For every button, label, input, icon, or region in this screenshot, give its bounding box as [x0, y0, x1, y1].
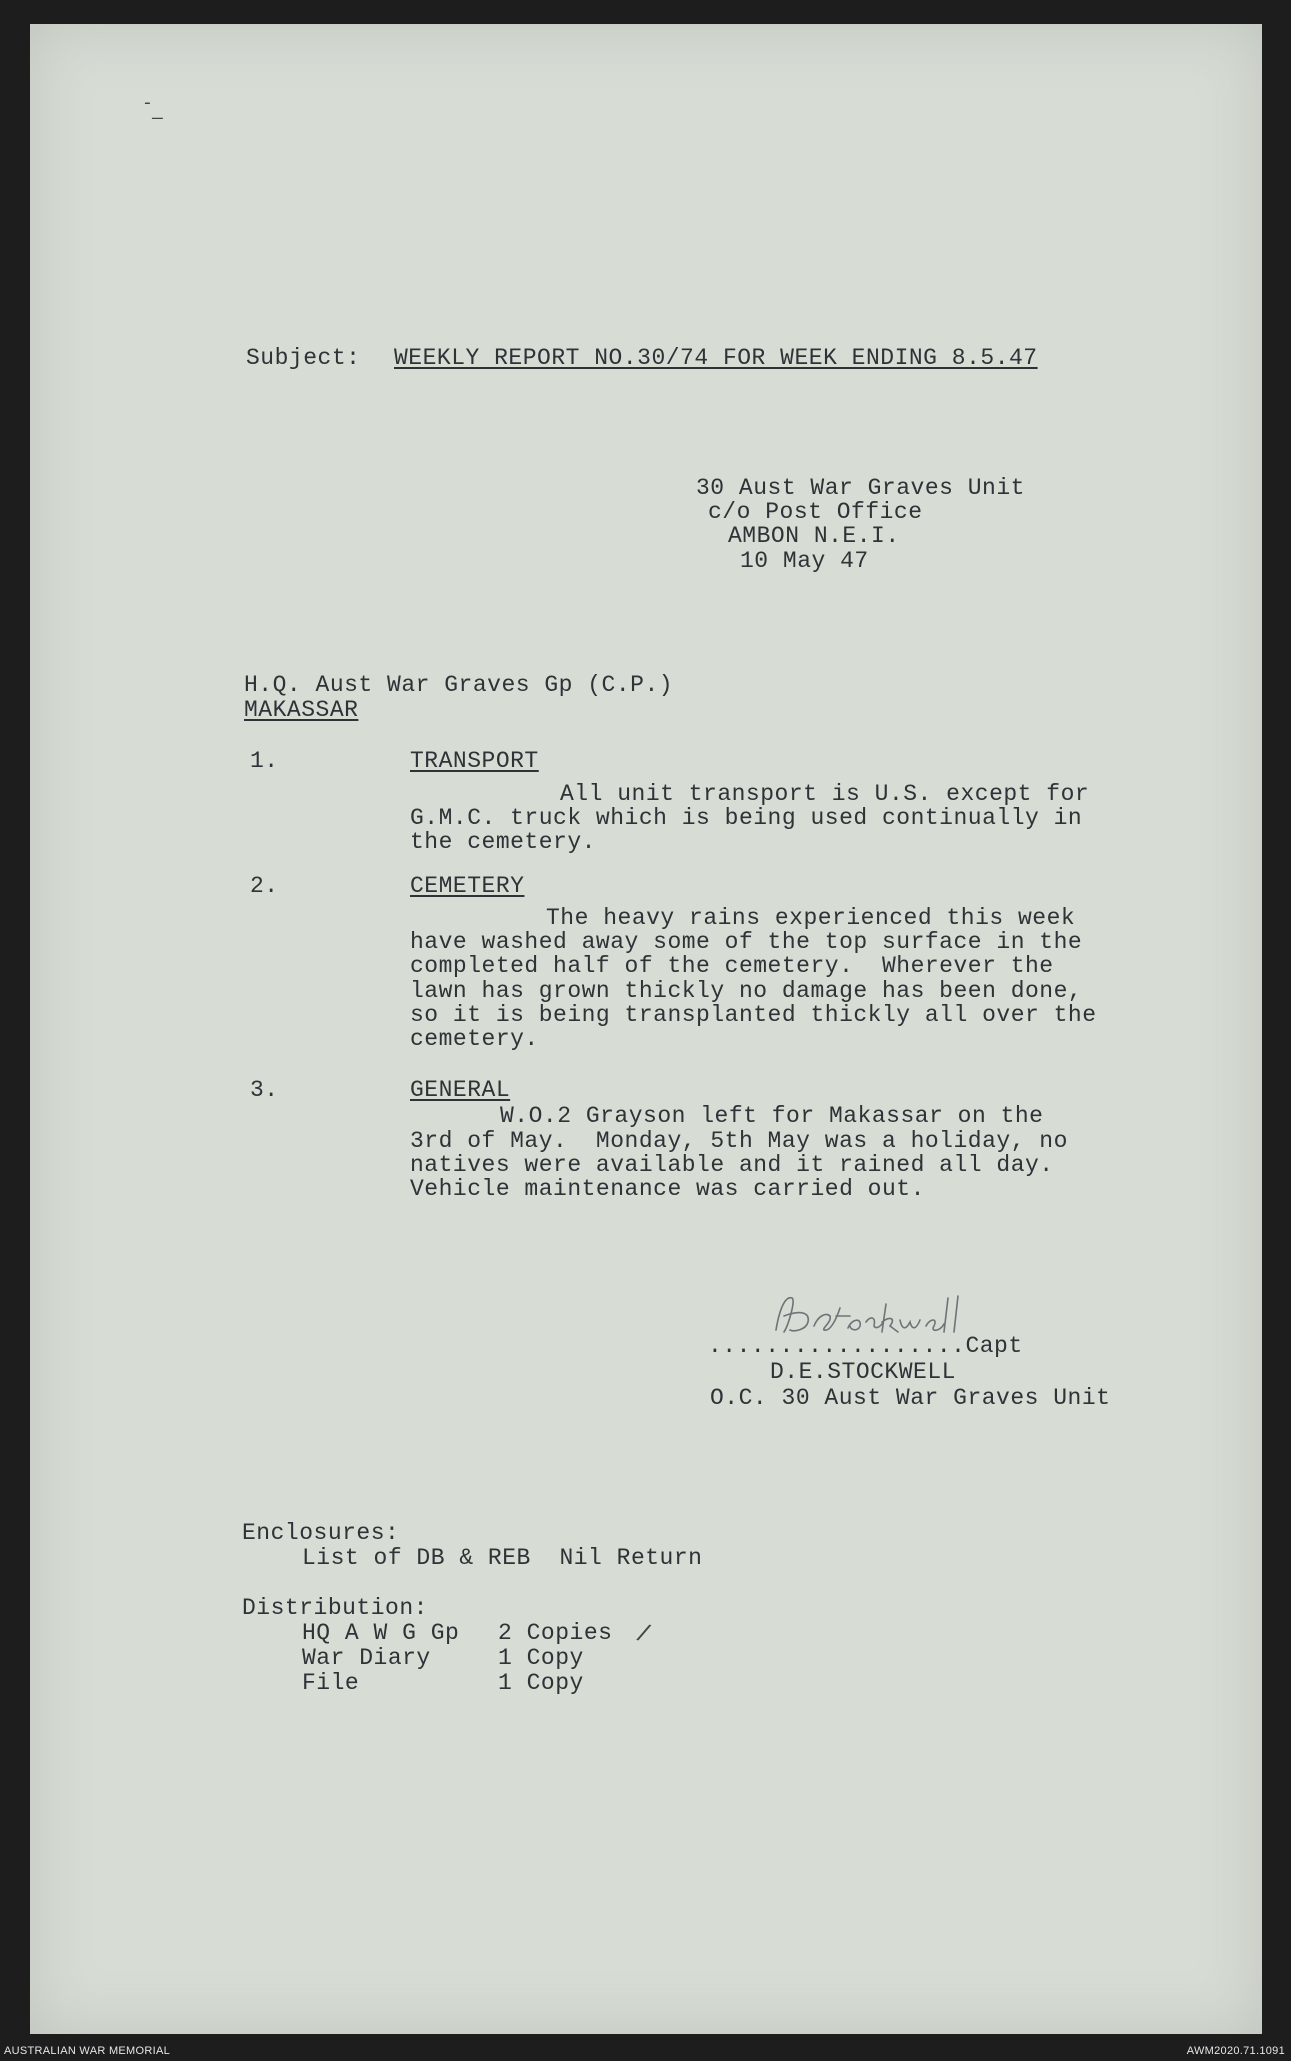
section-heading: TRANSPORT	[410, 748, 539, 774]
signatory-name: D.E.STOCKWELL	[770, 1359, 956, 1385]
section-line: natives were available and it rained all day.	[410, 1152, 1054, 1178]
distribution-name: File	[302, 1670, 360, 1696]
pencil-mark: —	[152, 109, 163, 129]
sender-unit: 30 Aust War Graves Unit	[696, 475, 1025, 501]
distribution-label: Distribution:	[242, 1595, 428, 1621]
section-line: Vehicle maintenance was carried out.	[410, 1176, 925, 1202]
sender-date: 10 May 47	[740, 548, 869, 574]
signature-dots: ..................Capt	[708, 1333, 1023, 1359]
distribution-copies: 1 Copy	[498, 1645, 584, 1671]
section-line: the cemetery.	[410, 829, 596, 855]
sender-location: AMBON N.E.I.	[728, 523, 900, 549]
footer-left: AUSTRALIAN WAR MEMORIAL	[4, 2045, 171, 2057]
subject-title: WEEKLY REPORT NO.30/74 FOR WEEK ENDING 8.5.47	[394, 345, 1038, 371]
section-line: The heavy rains experienced this week	[546, 905, 1076, 931]
section-number: 1.	[250, 748, 279, 774]
signatory-title: O.C. 30 Aust War Graves Unit	[710, 1385, 1111, 1411]
section-number: 3.	[250, 1077, 279, 1103]
section-heading: CEMETERY	[410, 873, 525, 899]
subject-label: Subject:	[246, 345, 361, 371]
section-line: completed half of the cemetery. Wherever the	[410, 953, 1054, 979]
section-line: W.O.2 Grayson left for Makassar on the	[500, 1103, 1044, 1129]
distribution-copies: 2 Copies	[498, 1620, 613, 1646]
recipient-line-1: H.Q. Aust War Graves Gp (C.P.)	[244, 672, 674, 698]
section-line: G.M.C. truck which is being used continually in	[410, 805, 1083, 831]
document-page	[30, 24, 1262, 2034]
section-line: cemetery.	[410, 1026, 539, 1052]
footer-right: AWM2020.71.1091	[1186, 2045, 1285, 2057]
enclosures-label: Enclosures:	[242, 1520, 400, 1546]
section-line: so it is being transplanted thickly all over the	[410, 1002, 1097, 1028]
sender-address: c/o Post Office	[708, 499, 923, 525]
section-number: 2.	[250, 873, 279, 899]
recipient-line-2: MAKASSAR	[244, 697, 359, 723]
pencil-tick-mark: /	[633, 1620, 654, 1651]
pencil-mark: -	[142, 94, 153, 114]
section-line: All unit transport is U.S. except for	[560, 781, 1090, 807]
section-heading: GENERAL	[410, 1077, 511, 1103]
distribution-copies: 1 Copy	[498, 1670, 584, 1696]
section-line: 3rd of May. Monday, 5th May was a holiday, no	[410, 1128, 1068, 1154]
enclosure-item: List of DB & REB Nil Return	[302, 1545, 703, 1571]
section-line: have washed away some of the top surface in the	[410, 929, 1083, 955]
section-line: lawn has grown thickly no damage has been done,	[410, 978, 1083, 1004]
distribution-name: War Diary	[302, 1645, 431, 1671]
signature-text: DEStockwell	[770, 1286, 777, 1287]
distribution-name: HQ A W G Gp	[302, 1620, 460, 1646]
